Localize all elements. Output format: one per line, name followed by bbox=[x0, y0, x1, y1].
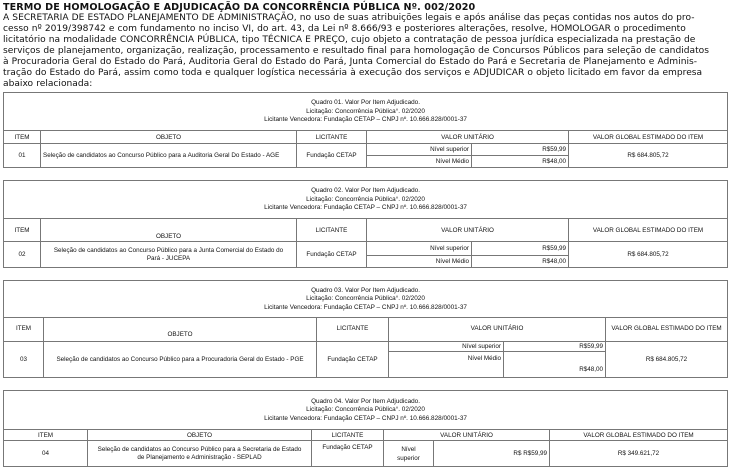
col-valor-unitario bbox=[389, 318, 606, 342]
valor-unitario: R$59,99 bbox=[472, 242, 569, 256]
nivel-label: Nível superior bbox=[367, 144, 472, 156]
col-valor-global: VALOR GLOBAL ESTIMADO DO ITEM bbox=[569, 219, 728, 242]
col-valor-global bbox=[606, 318, 728, 342]
quadro-caption: Quadro 02. Valor Por Item Adjudicado. bbox=[311, 187, 421, 195]
quadro-caption: Quadro 03. Valor Por Item Adjudicado. bbox=[311, 286, 421, 294]
item-objeto-line: Pará - JUCEPA bbox=[146, 254, 191, 262]
col-objeto-label: OBJETO bbox=[155, 233, 182, 240]
quadro-header bbox=[4, 93, 728, 131]
intro-line: serviços de planejamento, organização, realização, processamento e resultado final para homologação de Concursos Públicos para seleção de candidatos bbox=[3, 46, 709, 57]
valor-unitario: R$59,99 bbox=[472, 144, 569, 156]
item-number: 02 bbox=[4, 242, 41, 268]
item-objeto-line: Seleção de candidatos ao Concurso Público para a Secretaria de Estado bbox=[97, 445, 302, 453]
valor-global: R$ 349.621,72 bbox=[550, 441, 728, 467]
quadro-03-table bbox=[3, 280, 728, 378]
valor-unitario: R$48,00 bbox=[472, 156, 569, 168]
col-valor-global: VALOR GLOBAL ESTIMADO DO ITEM bbox=[569, 131, 728, 144]
quadro-header bbox=[4, 181, 728, 219]
intro-line: cesso nº 2019/398742 e com fundamento no inciso VI, do art. 43, da Lei nº 8.666/93 e posteriores alterações, resolve, HOMOLOGAR o procedimento bbox=[3, 24, 686, 35]
quadro-caption: Quadro 04. Valor Por Item Adjudicado. bbox=[311, 397, 421, 405]
item-objeto-line: Seleção de candidatos ao Concurso Público para a Junta Comercial do Estado do bbox=[53, 246, 284, 254]
nivel-text: Nível Médio bbox=[467, 355, 501, 362]
col-objeto-label: OBJETO bbox=[167, 331, 193, 338]
quadro-header bbox=[4, 391, 728, 430]
item-number: 03 bbox=[4, 342, 44, 378]
nivel-line: superior bbox=[397, 454, 420, 462]
nivel-label: Nível Médio bbox=[367, 256, 472, 268]
licitacao-ref: Licitação: Concorrência Pública°. 02/2020 bbox=[306, 107, 425, 115]
col-licitante-label: LICITANTE bbox=[336, 325, 369, 332]
col-licitante: LICITANTE bbox=[312, 430, 384, 441]
quadro-04-table bbox=[3, 390, 728, 467]
licitante-text: Fundação CETAP bbox=[322, 444, 373, 451]
quadro-caption: Quadro 01. Valor Por Item Adjudicado. bbox=[311, 99, 421, 107]
nivel-line: Nível bbox=[401, 445, 416, 453]
nivel-label: Nível superior bbox=[389, 342, 504, 352]
col-objeto: OBJETO bbox=[88, 430, 312, 441]
licitacao-ref: Licitação: Concorrência Pública°. 02/2020 bbox=[306, 195, 425, 203]
intro-line: licitatório na modalidade CONCORRÊNCIA PÚBLICA, tipo TÉCNICA E PREÇO, cujo objeto a contratação de pessoa jurídica especializada na prestação de bbox=[3, 35, 696, 46]
intro-line: A SECRETARIA DE ESTADO PLANEJAMENTO DE ADMINISTRAÇÃO, no uso de suas atribuições legais e após análise das peças contidas nos autos do pro- bbox=[3, 13, 695, 23]
col-item: ITEM bbox=[4, 219, 41, 242]
col-objeto bbox=[41, 219, 297, 242]
nivel-label: Nível superior bbox=[367, 242, 472, 256]
col-global-label: VALOR GLOBAL ESTIMADO DO ITEM bbox=[611, 325, 722, 332]
quadro-header bbox=[4, 281, 728, 318]
licitante-vencedora: Licitante Vencedora: Fundação CETAP – CNPJ nº. 10.666.828/0001-37 bbox=[264, 414, 467, 422]
licitacao-ref: Licitação: Concorrência Pública°. 02/2020 bbox=[306, 295, 425, 303]
valor-unitario: R$59,99 bbox=[504, 342, 606, 352]
licitacao-ref: Licitação: Concorrência Pública°. 02/2020 bbox=[306, 406, 425, 414]
item-licitante: Fundação CETAP bbox=[297, 242, 367, 268]
quadro-02-table bbox=[3, 180, 728, 268]
valor-global: R$ 684.805,72 bbox=[606, 342, 728, 378]
col-item: ITEM bbox=[4, 430, 88, 441]
item-number: 01 bbox=[4, 144, 41, 168]
col-licitante: LICITANTE bbox=[297, 131, 367, 144]
col-valor-unitario: VALOR UNITÁRIO bbox=[367, 219, 569, 242]
col-objeto bbox=[44, 318, 317, 342]
nivel-label: Nível Médio bbox=[367, 156, 472, 168]
valor-unitario bbox=[504, 352, 606, 378]
col-licitante: LICITANTE bbox=[297, 219, 367, 242]
document-title: TERMO DE HOMOLOGAÇÃO E ADJUDICAÇÃO DA CONCORRÊNCIA PÚBLICA Nº. 002/2020 bbox=[3, 2, 476, 13]
item-objeto: Seleção de candidatos ao Concurso Público para a Auditoria Geral Do Estado - AGE bbox=[41, 144, 297, 168]
nivel-label bbox=[384, 441, 434, 467]
col-item bbox=[4, 318, 44, 342]
valor-unitario: R$ R$59,99 bbox=[434, 441, 550, 467]
intro-line: abaixo relacionada: bbox=[3, 79, 93, 90]
item-objeto bbox=[41, 242, 297, 268]
valor-global: R$ 684.805,72 bbox=[569, 242, 728, 268]
item-licitante bbox=[312, 441, 384, 467]
col-objeto: OBJETO bbox=[41, 131, 297, 144]
item-objeto bbox=[88, 441, 312, 467]
valor-text: R$48,00 bbox=[579, 366, 603, 373]
valor-unitario: R$48,00 bbox=[472, 256, 569, 268]
intro-line: à Procuradoria Geral do Estado do Pará, Auditoria Geral do Estado do Pará, Junta Comercial do Estado do Pará e Secretaria de Planejamento e Adminis- bbox=[3, 57, 698, 68]
licitante-vencedora: Licitante Vencedora: Fundação CETAP – CNPJ nº. 10.666.828/0001-37 bbox=[264, 204, 467, 212]
item-licitante: Fundação CETAP bbox=[317, 342, 389, 378]
col-licitante bbox=[317, 318, 389, 342]
col-valor-global: VALOR GLOBAL ESTIMADO DO ITEM bbox=[550, 430, 728, 441]
col-item: ITEM bbox=[4, 131, 41, 144]
col-valor-unitario: VALOR UNITÁRIO bbox=[367, 131, 569, 144]
intro-paragraph bbox=[3, 13, 727, 90]
item-objeto-line: de Planejamento e Administração - SEPLAD bbox=[137, 453, 262, 461]
col-valor-unitario: VALOR UNITÁRIO bbox=[384, 430, 550, 441]
intro-line: tração do Estado do Pará, assim como toda e qualquer logística necessária à execução dos serviços e ADJUDICAR o objeto licitado em favor da empresa bbox=[3, 68, 703, 79]
col-item-label: ITEM bbox=[15, 325, 32, 332]
valor-global: R$ 684.805,72 bbox=[569, 144, 728, 168]
item-licitante: Fundação CETAP bbox=[297, 144, 367, 168]
licitante-vencedora: Licitante Vencedora: Fundação CETAP – CNPJ nº. 10.666.828/0001-37 bbox=[264, 303, 467, 311]
item-number: 04 bbox=[4, 441, 88, 467]
col-valor-label: VALOR UNITÁRIO bbox=[470, 325, 524, 332]
item-objeto: Seleção de candidatos ao Concurso Público para a Procuradoria Geral do Estado - PGE bbox=[44, 342, 317, 378]
nivel-label bbox=[389, 352, 504, 378]
licitante-vencedora: Licitante Vencedora: Fundação CETAP – CNPJ nº. 10.666.828/0001-37 bbox=[264, 116, 467, 124]
quadro-01-table bbox=[3, 92, 728, 168]
